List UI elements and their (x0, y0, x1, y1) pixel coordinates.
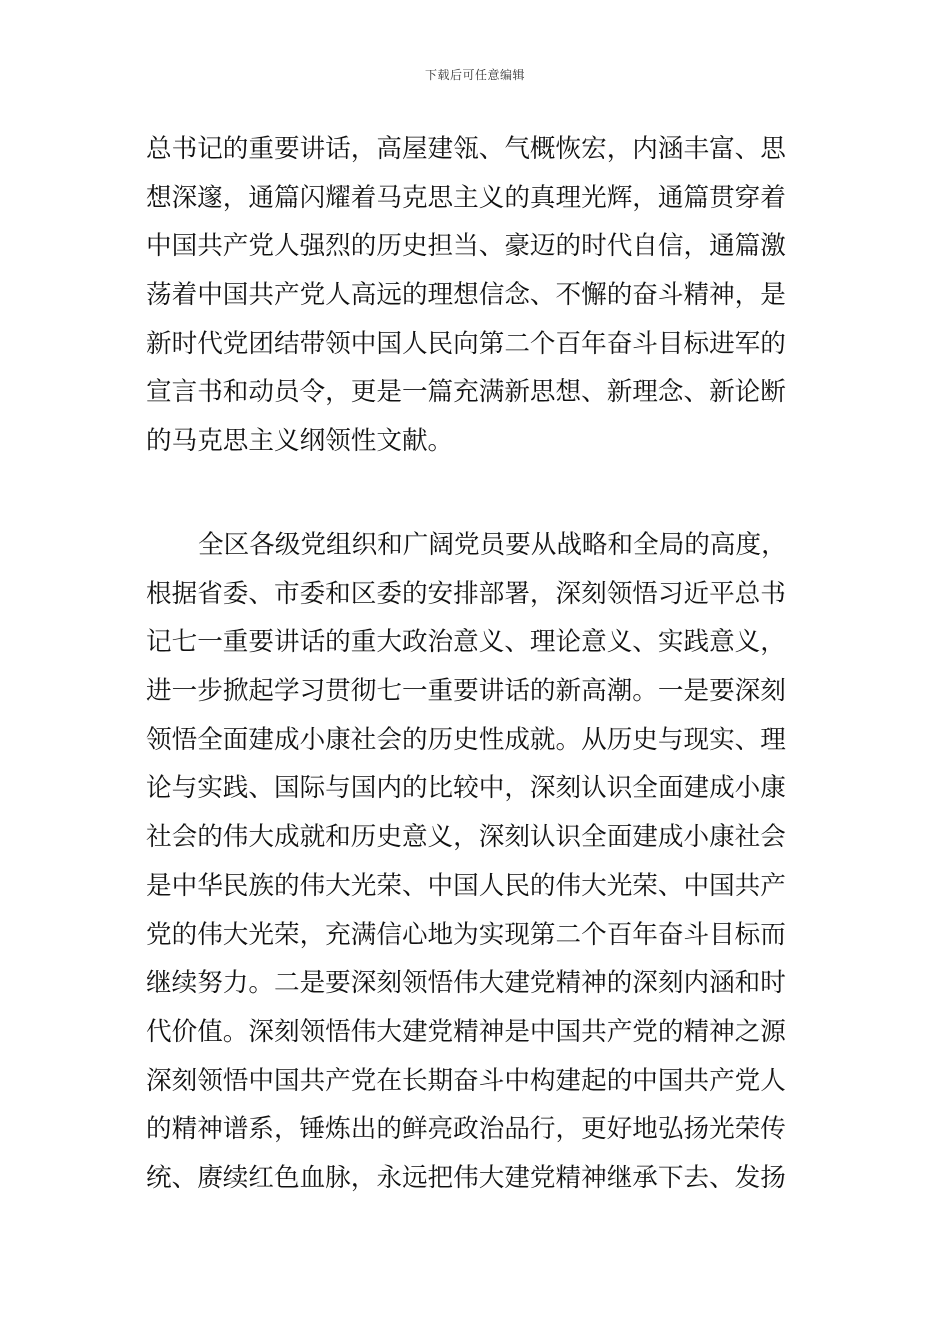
paragraph-line: 新时代党团结带领中国人民向第二个百年奋斗目标进军的 (146, 328, 786, 359)
paragraph-line: 想深邃，通篇闪耀着马克思主义的真理光辉，通篇贯穿着 (146, 182, 786, 213)
paragraph-line: 全区各级党组织和广阔党员要从战略和全局的高度， (198, 530, 787, 560)
paragraph-line: 荡着中国共产党人高远的理想信念、不懈的奋斗精神，是 (146, 280, 786, 311)
paragraph-line: 继续努力。二是要深刻领悟伟大建党精神的深刻内涵和时 (146, 968, 786, 999)
paragraph-line: 党的伟大光荣，充满信心地为实现第二个百年奋斗目标而 (146, 919, 786, 950)
paragraph-line: 记七一重要讲话的重大政治意义、理论意义、实践意义， (146, 627, 786, 658)
paragraph-line: 统、赓续红色血脉，永远把伟大建党精神继承下去、发扬 (146, 1162, 786, 1193)
paragraph-line: 论与实践、国际与国内的比较中，深刻认识全面建成小康 (146, 773, 786, 804)
paragraph-line: 进一步掀起学习贯彻七一重要讲话的新高潮。一是要深刻 (146, 676, 786, 707)
paragraph-line: 深刻领悟中国共产党在长期奋斗中构建起的中国共产党人 (146, 1065, 786, 1096)
paragraph-line: 根据省委、市委和区委的安排部署，深刻领悟习近平总书 (146, 578, 786, 609)
paragraph-1 (146, 125, 806, 466)
paragraph-line: 是中华民族的伟大光荣、中国人民的伟大光荣、中国共产 (146, 870, 786, 901)
paragraph-line: 中国共产党人强烈的历史担当、豪迈的时代自信，通篇激 (146, 231, 786, 262)
paragraph-line: 宣言书和动员令，更是一篇充满新思想、新理念、新论断 (146, 377, 786, 408)
paragraph-line: 代价值。深刻领悟伟大建党精神是中国共产党的精神之源 (146, 1016, 786, 1047)
header-note: 下载后可任意编辑 (424, 68, 525, 82)
paragraph-2 (146, 521, 806, 1203)
paragraph-line: 的精神谱系，锤炼出的鲜亮政治品行，更好地弘扬光荣传 (146, 1114, 786, 1145)
paragraph-line: 领悟全面建成小康社会的历史性成就。从历史与现实、理 (146, 724, 786, 755)
paragraph-line: 社会的伟大成就和历史意义，深刻认识全面建成小康社会 (146, 822, 786, 853)
paragraph-line: 总书记的重要讲话，高屋建瓴、气概恢宏，内涵丰富、思 (146, 134, 786, 164)
paragraph-line: 的马克思主义纲领性文献。 (146, 426, 454, 457)
